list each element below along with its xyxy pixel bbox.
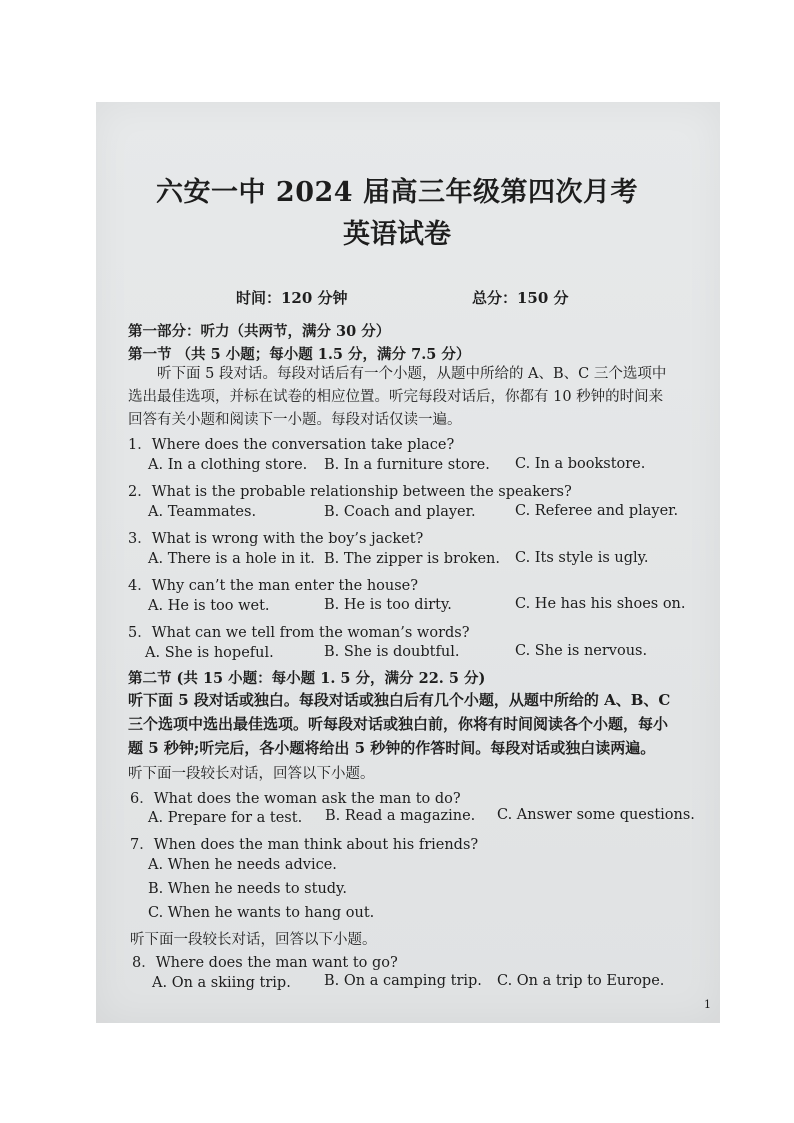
section1-instructions: 听下面 5 段对话。每段对话后有一个小题，从题中所给的 A、B、C 三个选项中选出最佳选项，并标在试卷的相应位置。听完每段对话后，你都有 10 秒钟的时间来回答有关小题和阅读下一小题。每段对话仅读一遍。 xyxy=(128,366,667,428)
q8-option-b: B. On a camping trip. xyxy=(324,973,482,989)
exam-total-score: 总分：150 分 xyxy=(472,289,569,307)
question-7: 7．When does the man think about his friends? xyxy=(130,837,479,853)
question-6: 6．What does the woman ask the man to do? xyxy=(130,791,461,807)
question-4: 4．Why can’t the man enter the house? xyxy=(128,578,419,594)
q5-option-a: A. She is hopeful. xyxy=(145,645,274,661)
question-5: 5．What can we tell from the woman’s words? xyxy=(128,625,470,641)
section1-header: 第一节 （共 5 小题；每小题 1.5 分，满分 7.5 分） xyxy=(128,346,471,363)
q2-option-b: B. Coach and player. xyxy=(324,504,476,520)
page-number: 1 xyxy=(704,998,711,1011)
q7-option-c: C. When he wants to hang out. xyxy=(148,905,375,921)
dialog-intro: 听下面一段较长对话，回答以下小题。 xyxy=(130,932,377,948)
part1-header: 第一部分：听力（共两节，满分 30 分） xyxy=(128,323,391,340)
exam-time: 时间：120 分钟 xyxy=(236,289,348,307)
question-1: 1．Where does the conversation take place? xyxy=(128,437,455,453)
dialog-intro: 听下面一段较长对话，回答以下小题。 xyxy=(128,766,375,782)
q2-option-a: A. Teammates. xyxy=(148,504,257,520)
q7-option-b: B. When he needs to study. xyxy=(148,881,347,897)
exam-subtitle: 英语试卷 xyxy=(343,219,451,250)
question-3: 3．What is wrong with the boy’s jacket? xyxy=(128,531,424,547)
q5-option-b: B. She is doubtful. xyxy=(324,644,460,660)
q8-option-a: A. On a skiing trip. xyxy=(152,975,291,991)
q7-option-a: A. When he needs advice. xyxy=(148,857,337,873)
q1-option-b: B. In a furniture store. xyxy=(324,457,490,473)
q3-option-a: A. There is a hole in it. xyxy=(148,551,315,567)
q6-option-a: A. Prepare for a test. xyxy=(148,810,303,826)
question-2: 2．What is the probable relationship between the speakers? xyxy=(128,484,572,500)
q1-option-a: A. In a clothing store. xyxy=(148,457,308,473)
q5-option-c: C. She is nervous. xyxy=(515,643,648,659)
q4-option-c: C. He has his shoes on. xyxy=(515,596,686,612)
q1-option-c: C. In a bookstore. xyxy=(515,456,646,472)
q4-option-a: A. He is too wet. xyxy=(148,598,270,614)
q3-option-c: C. Its style is ugly. xyxy=(515,550,649,566)
q3-option-b: B. The zipper is broken. xyxy=(324,551,500,567)
q8-option-c: C. On a trip to Europe. xyxy=(497,973,665,989)
q2-option-c: C. Referee and player. xyxy=(515,503,679,519)
q4-option-b: B. He is too dirty. xyxy=(324,597,452,613)
section2-instructions: 听下面 5 段对话或独白。每段对话或独白后有几个小题，从题中所给的 A、B、C 三个选项中选出最佳选项。听每段对话或独白前，你将有时间阅读各个小题，每小题 5 秒钟;听完后，各小题将给出 5 秒钟的作答时间。每段对话或独白读两遍。 xyxy=(128,691,671,757)
q6-option-b: B. Read a magazine. xyxy=(325,808,476,824)
exam-title: 六安一中 2024 届高三年级第四次月考 xyxy=(156,177,638,208)
question-8: 8．Where does the man want to go? xyxy=(132,955,398,971)
q6-option-c: C. Answer some questions. xyxy=(497,807,695,823)
section2-header: 第二节 (共 15 小题：每小题 1. 5 分，满分 22. 5 分) xyxy=(128,670,486,687)
